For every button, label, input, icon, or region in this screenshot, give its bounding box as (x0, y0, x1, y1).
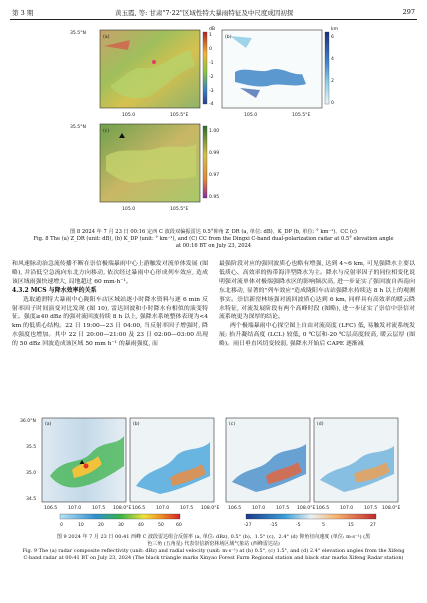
tick: 4 (331, 57, 334, 62)
journal-issue: 第 3 期 (12, 9, 34, 17)
figure-8-caption (14, 229, 413, 251)
figure-8 (70, 26, 360, 226)
tick: -5 (296, 523, 301, 528)
lon-label: 107.5 (276, 506, 290, 511)
panel-tag-b: (b) (225, 35, 232, 40)
lon-label-a-1: 105.0 (122, 113, 136, 118)
lon-label: 107.5 (364, 506, 378, 511)
lat-label: 35.0 (26, 471, 37, 476)
tick: 1 (209, 33, 212, 38)
lon-label: 106.5 (44, 506, 58, 511)
figure-9-caption-cn-1: 图 9 2024 年 7 月 23 日 00:41 西峰 C 波段雷达组合反射率 (a, 单位: dBz), 0.5° (b)、1.5° (c)、2.4° (d) 仰角径向速度 (单位: m·s⁻¹) (黑 (56, 534, 371, 540)
tick: -3 (209, 89, 214, 94)
lon-label: 106.5 (316, 506, 330, 511)
panel-zdr (100, 30, 207, 108)
page-number: 297 (402, 8, 415, 16)
panel-9b-velocity (130, 418, 214, 502)
tick: 2 (331, 79, 334, 84)
panel-9a-reflectivity (42, 418, 126, 502)
tick: 0 (209, 47, 212, 52)
lon-label: 108.0°E (297, 506, 316, 511)
figure-9-caption (10, 534, 417, 562)
panel-tag-9b: (b) (133, 422, 140, 427)
tick: 40 (138, 523, 144, 528)
panel-9c-velocity (226, 418, 310, 502)
tick: 15 (348, 523, 354, 528)
lon-label: 107.0 (340, 506, 354, 511)
panel-tag-9d: (d) (317, 422, 324, 427)
colorbar-velocity (246, 514, 376, 519)
colorbar-velocity-ticks (244, 522, 376, 528)
paragraph: 和风速脉动治急流传播不断在崇信极端暴雨中心上游触发对流单体发展 (图略), 并沿低空急流向东北方向移动, 依次经过暴雨中心形成列车效应, 造成该区域雨强快速增大, 局地超过 60 mm·h⁻¹。 (12, 261, 208, 285)
lon-label: 108.0°E (113, 506, 132, 511)
lat-label-c: 35.5°N (70, 125, 86, 130)
panel-cc (100, 124, 207, 202)
figure-8-caption-en: Fig. 8 The (a) Z_DR (unit: dB), (b) K_DP (unit: ° km⁻¹), and (C) CC from the Dingxi C-band dual-polarization radar at 0.5° elevation angle (33, 236, 394, 243)
lon-label-a-2: 105.5°E (170, 113, 189, 118)
tick: 20 (98, 523, 104, 528)
figure-8-caption-en-2: at 00:16 BT on July 23, 2024 (175, 243, 252, 250)
panel-tag-9a: (a) (45, 422, 52, 427)
lon-label: 108.0°E (201, 506, 220, 511)
tick: -2 (209, 75, 214, 80)
tick: -1 (209, 61, 214, 66)
colorbar-ticks-a (209, 26, 215, 107)
panel-tag-c: (c) (103, 129, 110, 134)
tick: 0 (331, 101, 334, 106)
colorbar-ticks-c (209, 128, 219, 200)
tick: 0.95 (209, 195, 220, 200)
left-column (12, 260, 208, 349)
figure-9 (20, 416, 410, 532)
lon-label-c-2: 105.5°E (170, 207, 189, 212)
panel-9d-velocity (314, 418, 398, 502)
lon-label: 107.0 (252, 506, 266, 511)
colorbar-reflectivity (60, 514, 180, 519)
tick: -4 (209, 102, 214, 107)
tick: 50 (158, 523, 164, 528)
right-column (219, 260, 415, 349)
lon-label: 107.5 (92, 506, 106, 511)
lon-label: 106.5 (132, 506, 146, 511)
colorbar-unit-b: km (331, 27, 339, 32)
lat-label: 35.5 (26, 445, 37, 450)
lat-label: 34.5 (26, 497, 37, 502)
lon-label-b-2: 105.5°E (292, 113, 311, 118)
lon-label-c-1: 105.0 (122, 207, 136, 212)
colorbar-reflectivity-ticks (60, 522, 182, 528)
tick: 5 (322, 523, 325, 528)
lon-label: 106.5 (228, 506, 242, 511)
section-heading: 4.3.2 MCS 与降水效率的关系 (12, 286, 97, 294)
lon-label: 107.5 (180, 506, 194, 511)
lon-label: 107.0 (156, 506, 170, 511)
paragraph: 选取通渭特大暴雨中心陇阳车店区域站逐小时降水资料与逐 6 min 反射率因子时间演变对比发现 (图 10), 雷达回波和小时降水有相似的演变特征。强度≥40 dBz 的强对流回波持续 8 h 以上, 强降水系统整体表现为<4 km 的低质心结构。22 日 19:00—23 日 04:00, 当反射率因子增强时, 降水强度也增加。其中 22 日 20:00—21:00 及 23 日 02:00—03:00 出现的 50 dBz 回波造成该区域 50 mm h⁻¹ 的暴雨强度, 而 (12, 296, 208, 348)
paragraph: 最强阶段对应的强回波质心也略有增强, 达到 4~6 km, 可见强降水主要以低质心、高效率的热带海洋型降水为主。降水与反射率因子的同位相变化说明强对流单体对极端强降水区的影响频次高, 进一步证实了强回波自西南向东北移动, 显著的"列车效应"造成陇阳车店站强降水持续达 8 h 以上的观测事实。崇信新窑林场强对流回波质心达到 6 km, 同样具有高效率的暖云降水特征, 对流发展阶段有两个高峰时段 (图略), 进一步证实了崇信中崇信对流系统更为深厚的结论。 (219, 261, 415, 321)
panel-tag-9c: (c) (229, 422, 236, 427)
panel-tag-a: (a) (103, 35, 110, 40)
figure-9-caption-en-1: Fig. 9 The (a) radar composite reflectivity (unit: dBz) and radial velocity (unit: m·s⁻¹) at (b) 0.5°, (c) 1.5°, and (d) 2.4° elevation angles from the Xifeng (22, 548, 405, 554)
running-title: 黄玉霞, 等: 甘肃"7·22"区域性特大暴雨特征及中尺度成因初探 (115, 9, 294, 17)
tick: -15 (270, 523, 278, 528)
lat-label-a: 35.5°N (70, 31, 86, 36)
tick: 0 (60, 523, 63, 528)
tick: 1.00 (209, 129, 220, 134)
tick: 0.97 (209, 173, 220, 178)
panel-kdp (222, 30, 329, 108)
figure-9-caption-en-2: C-band radar at 00:41 BT on July 23, 2024 (The black triangle marks Xinyao Forest Farm Regional station and black star marks Xifeng Radar station) (23, 555, 404, 561)
figure-8-caption-cn: 图 8 2024 年 7 月 23 日 00:16 定西 C 波段双偏振雷达 0.5°仰角 Z_DR (a, 单位: dB)、K_DP (b, 单位: ° km⁻¹)、CC (c) (70, 229, 357, 235)
tick: 27 (370, 523, 376, 528)
tick: 6 (331, 35, 334, 40)
tick: 0.99 (209, 151, 220, 156)
figure-9-caption-cn-2: 色三角 (五角星) 代表崇信新窑林场区域气象站 (西峰雷达站) (147, 541, 280, 547)
lon-label-b-1: 105.0 (244, 113, 258, 118)
header-rule (10, 19, 417, 20)
colorbar-ticks-b (331, 26, 339, 106)
paragraph: 两个极端暴雨中心探空图上自由对流高度 (LFC) 低, 易触发对流系统发展; 抬升凝结高度 (LCL) 较低, 0 ℃层和-20 ℃层高度较高, 暖云层厚 (图略)。雨日垂直风切变较弱, 强降水开始后 CAPE 逐渐减 (219, 323, 415, 348)
colorbar-unit-a: dB (209, 27, 216, 32)
lat-label: 36.0°N (20, 419, 36, 424)
tick: 10 (78, 523, 84, 528)
tick: 30 (118, 523, 124, 528)
tick: -27 (244, 523, 252, 528)
tick: 60 (176, 523, 182, 528)
lon-label: 107.0 (68, 506, 82, 511)
lon-label: 108.0°E (382, 506, 401, 511)
